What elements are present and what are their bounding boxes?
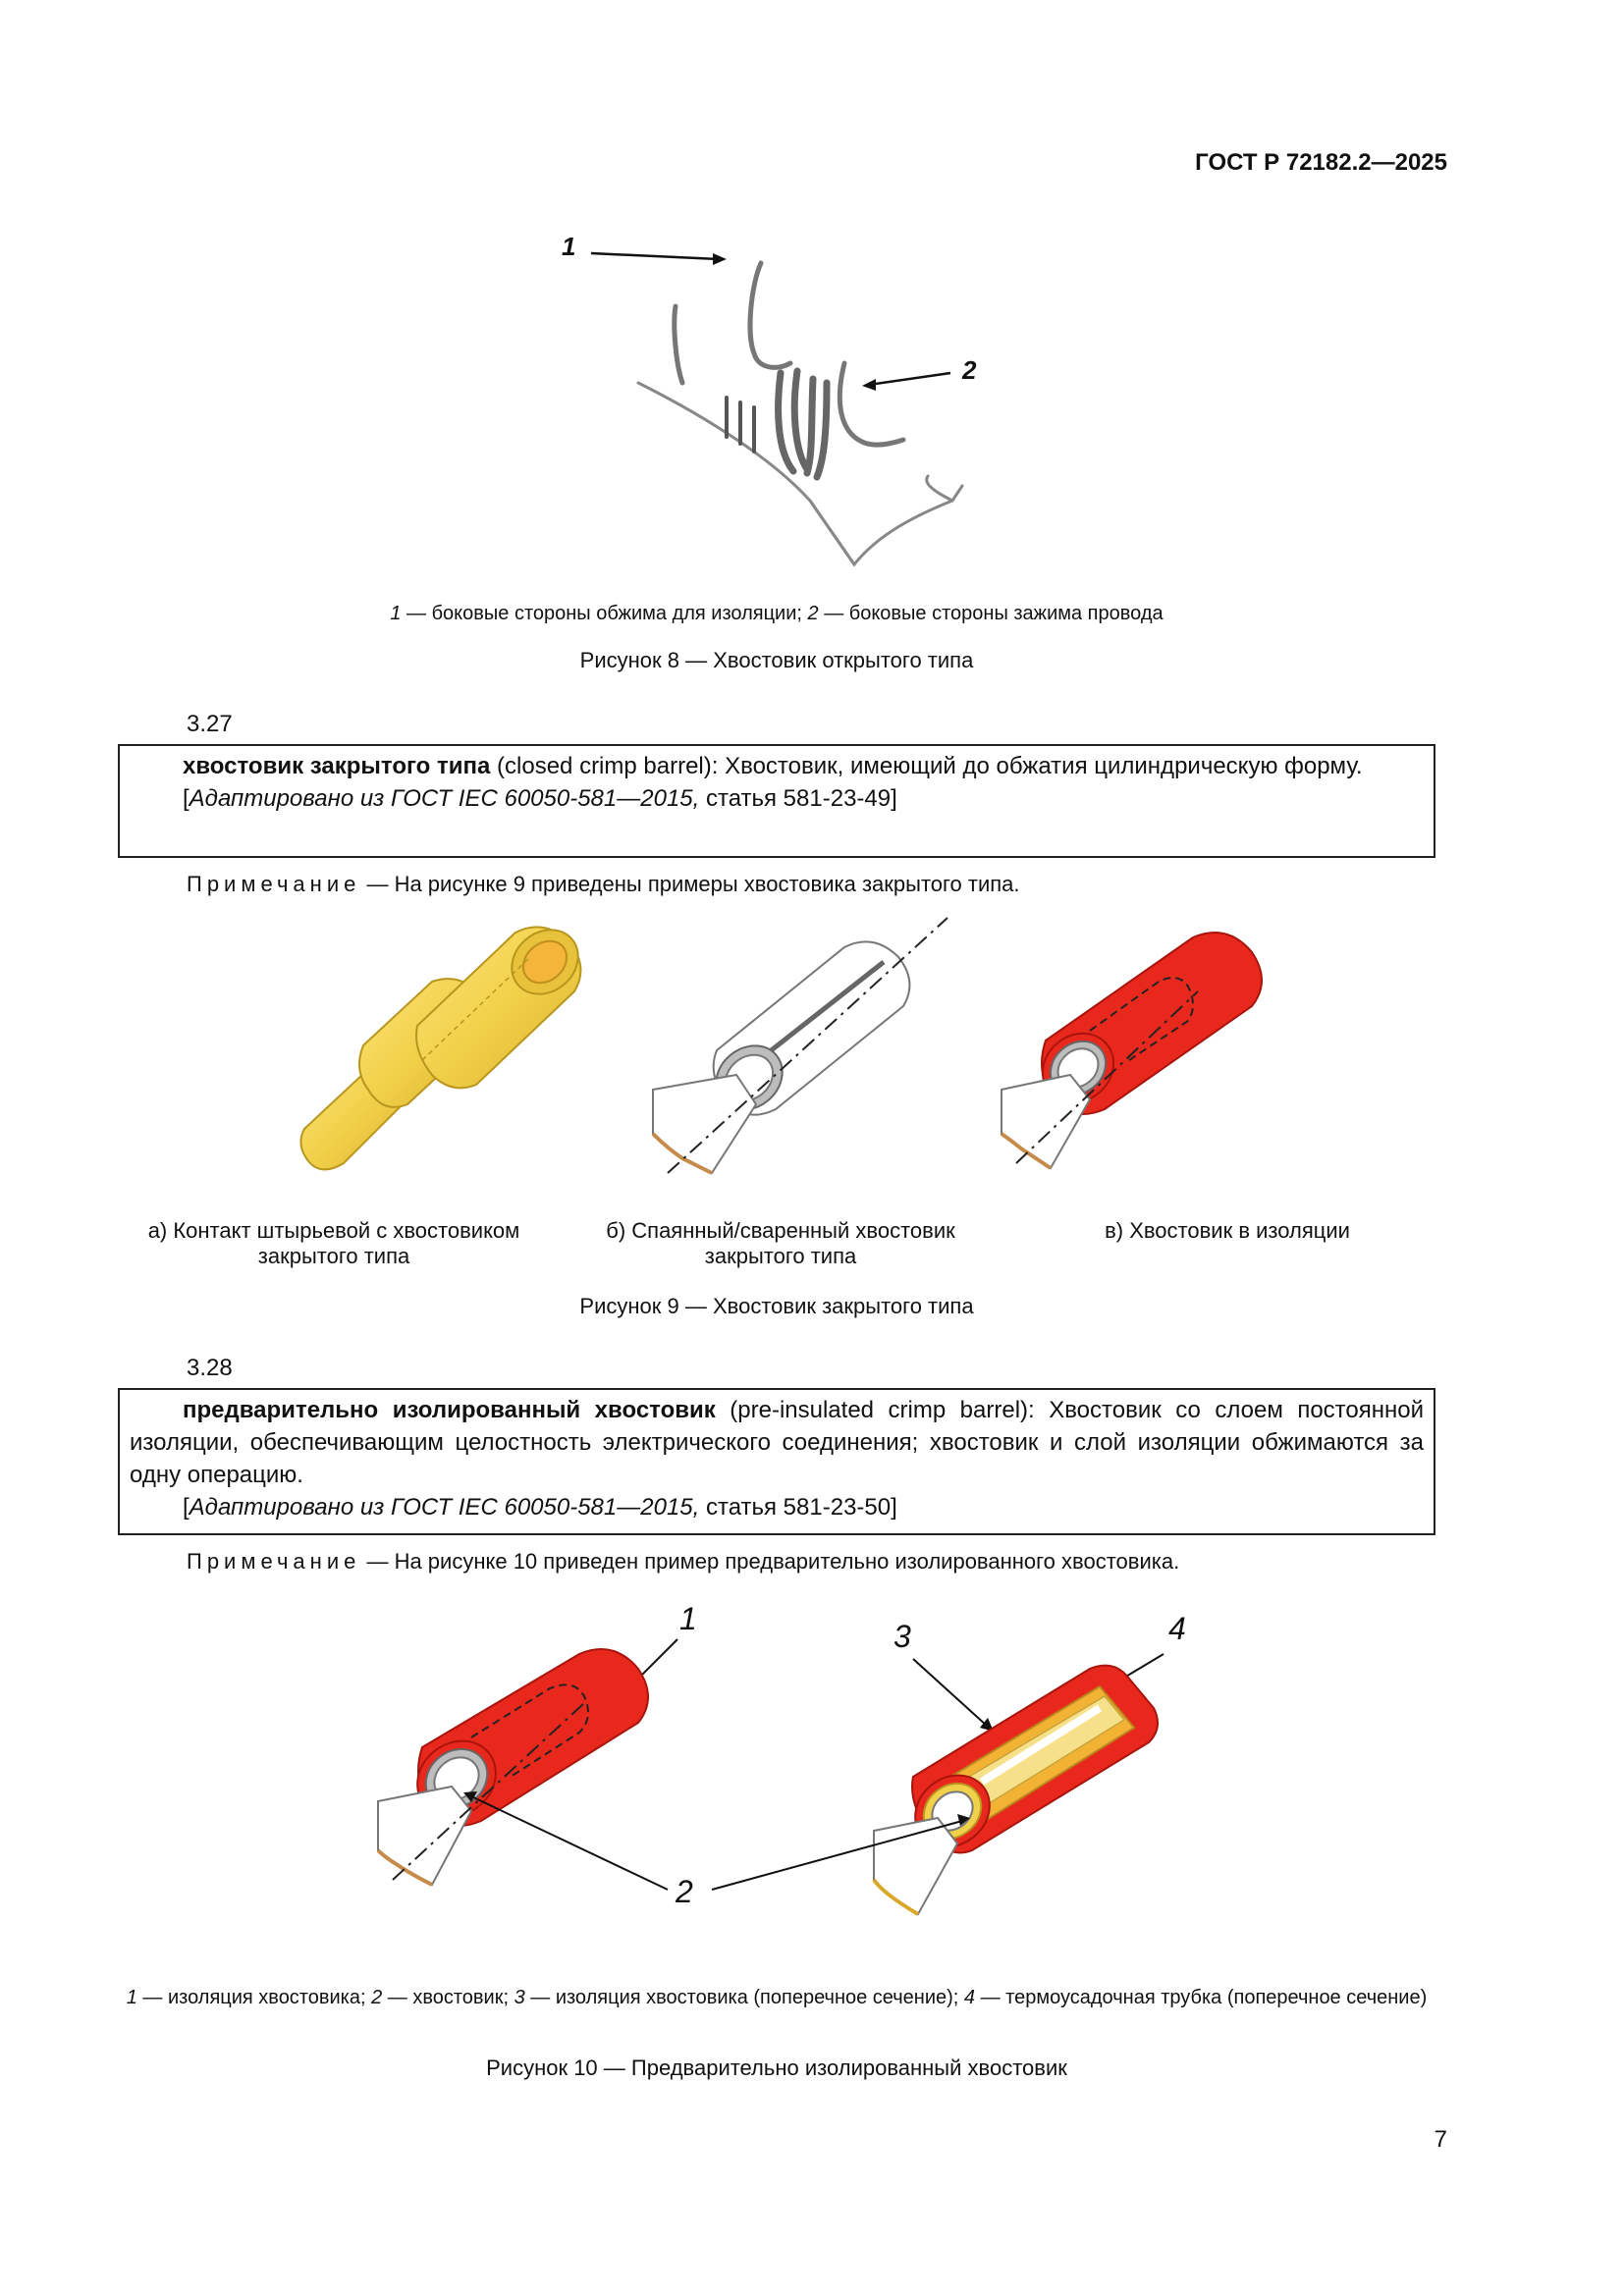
figure8-label-2: 2 (962, 355, 977, 385)
figure9-sub-a-line1: а) Контакт штырьевой с хвостовиком (147, 1218, 520, 1243)
page-number: 7 (1434, 2126, 1447, 2153)
term-number-328: 3.28 (187, 1355, 233, 1381)
term-number-327: 3.27 (187, 711, 233, 737)
figure-8-drawing (550, 226, 1021, 579)
legend-text: — изоляция хвостовика (поперечное сечение); (524, 1987, 964, 2008)
legend-num: 2 (371, 1987, 383, 2008)
term-328-term: предварительно изолированный хвостовик (183, 1397, 716, 1423)
source-article: статья 581-23-49] (699, 785, 897, 812)
term-328-box (118, 1388, 1435, 1535)
figure9-sub-b-line1: б) Спаянный/сваренный хвостовик (606, 1218, 955, 1243)
figure8-label-1: 1 (562, 232, 576, 261)
source-bracket: [ (183, 1494, 189, 1521)
source-ref: Адаптировано из ГОСТ IEC 60050-581—2015, (189, 1494, 700, 1521)
term-328-note (187, 1549, 1179, 1575)
term-328-text: (pre-insulated crimp barrel): Хвостовик со слоем постоянной изоляции, обеспечивающим целостность электрического соединения; хвостовик и слой изоляции обжимаются за одну операцию. (130, 1397, 1424, 1488)
figure9-sub-b (560, 1218, 1001, 1269)
note-text: — На рисунке 10 приведен пример предварительно изолированного хвостовика. (360, 1549, 1180, 1574)
legend-text: — термоусадочная трубка (поперечное сечение) (975, 1987, 1428, 2008)
legend-num: 2 (807, 603, 819, 624)
note-label: Примечание (187, 872, 361, 896)
figure-9b-soldered-barrel (648, 913, 972, 1188)
legend-num: 1 (390, 603, 402, 624)
term-327-text: (closed crimp barrel): Хвостовик, имеющий до обжатия цилиндрическую форму. (490, 753, 1363, 779)
figure9-sub-a (118, 1218, 550, 1269)
figure9-caption: Рисунок 9 — Хвостовик закрытого типа (579, 1294, 974, 1318)
figure8-legend (118, 603, 1435, 625)
term-327-definition (130, 750, 1424, 782)
figure-9a-pin-contact (285, 913, 609, 1188)
source-ref: Адаптировано из ГОСТ IEC 60050-581—2015, (189, 785, 700, 812)
legend-text: — боковые стороны зажима провода (818, 603, 1164, 624)
legend-text: — изоляция хвостовика; (136, 1987, 372, 2008)
figure10-caption: Рисунок 10 — Предварительно изолированный хвостовик (486, 2056, 1067, 2080)
figure9-sub-b-line2: закрытого типа (704, 1244, 857, 1268)
note-label: Примечание (187, 1549, 361, 1574)
term-328-definition (130, 1394, 1424, 1491)
term-327-source (130, 782, 1424, 815)
legend-text: — хвостовик; (382, 1987, 514, 2008)
figure10-label-3: 3 (893, 1619, 911, 1654)
source-article: статья 581-23-50] (699, 1494, 897, 1521)
figure-10-label-2-pointers (452, 1747, 1001, 1914)
legend-num: 4 (963, 1987, 976, 2008)
figure10-label-4: 4 (1168, 1611, 1186, 1646)
figure10-label-1: 1 (679, 1601, 697, 1636)
figure10-legend (118, 1985, 1435, 2010)
figure10-label-2: 2 (676, 1874, 693, 1909)
note-text: — На рисунке 9 приведены примеры хвостовика закрытого типа. (360, 872, 1020, 896)
legend-text: — боковые стороны обжима для изоляции; (401, 603, 808, 624)
figure9-sub-c: в) Хвостовик в изоляции (1105, 1218, 1350, 1243)
term-328-source (130, 1491, 1424, 1523)
term-327-term: хвостовик закрытого типа (183, 753, 491, 779)
term-327-box (118, 744, 1435, 858)
figure-9c-insulated-barrel (1001, 913, 1326, 1188)
legend-num: 1 (126, 1987, 137, 2008)
figure8-caption: Рисунок 8 — Хвостовик открытого типа (579, 648, 974, 672)
term-327-note (187, 872, 1020, 897)
document-header: ГОСТ Р 72182.2—2025 (1195, 149, 1447, 176)
figure9-sub-a-line2: закрытого типа (257, 1244, 410, 1268)
legend-num: 3 (514, 1987, 525, 2008)
source-bracket: [ (183, 785, 189, 812)
